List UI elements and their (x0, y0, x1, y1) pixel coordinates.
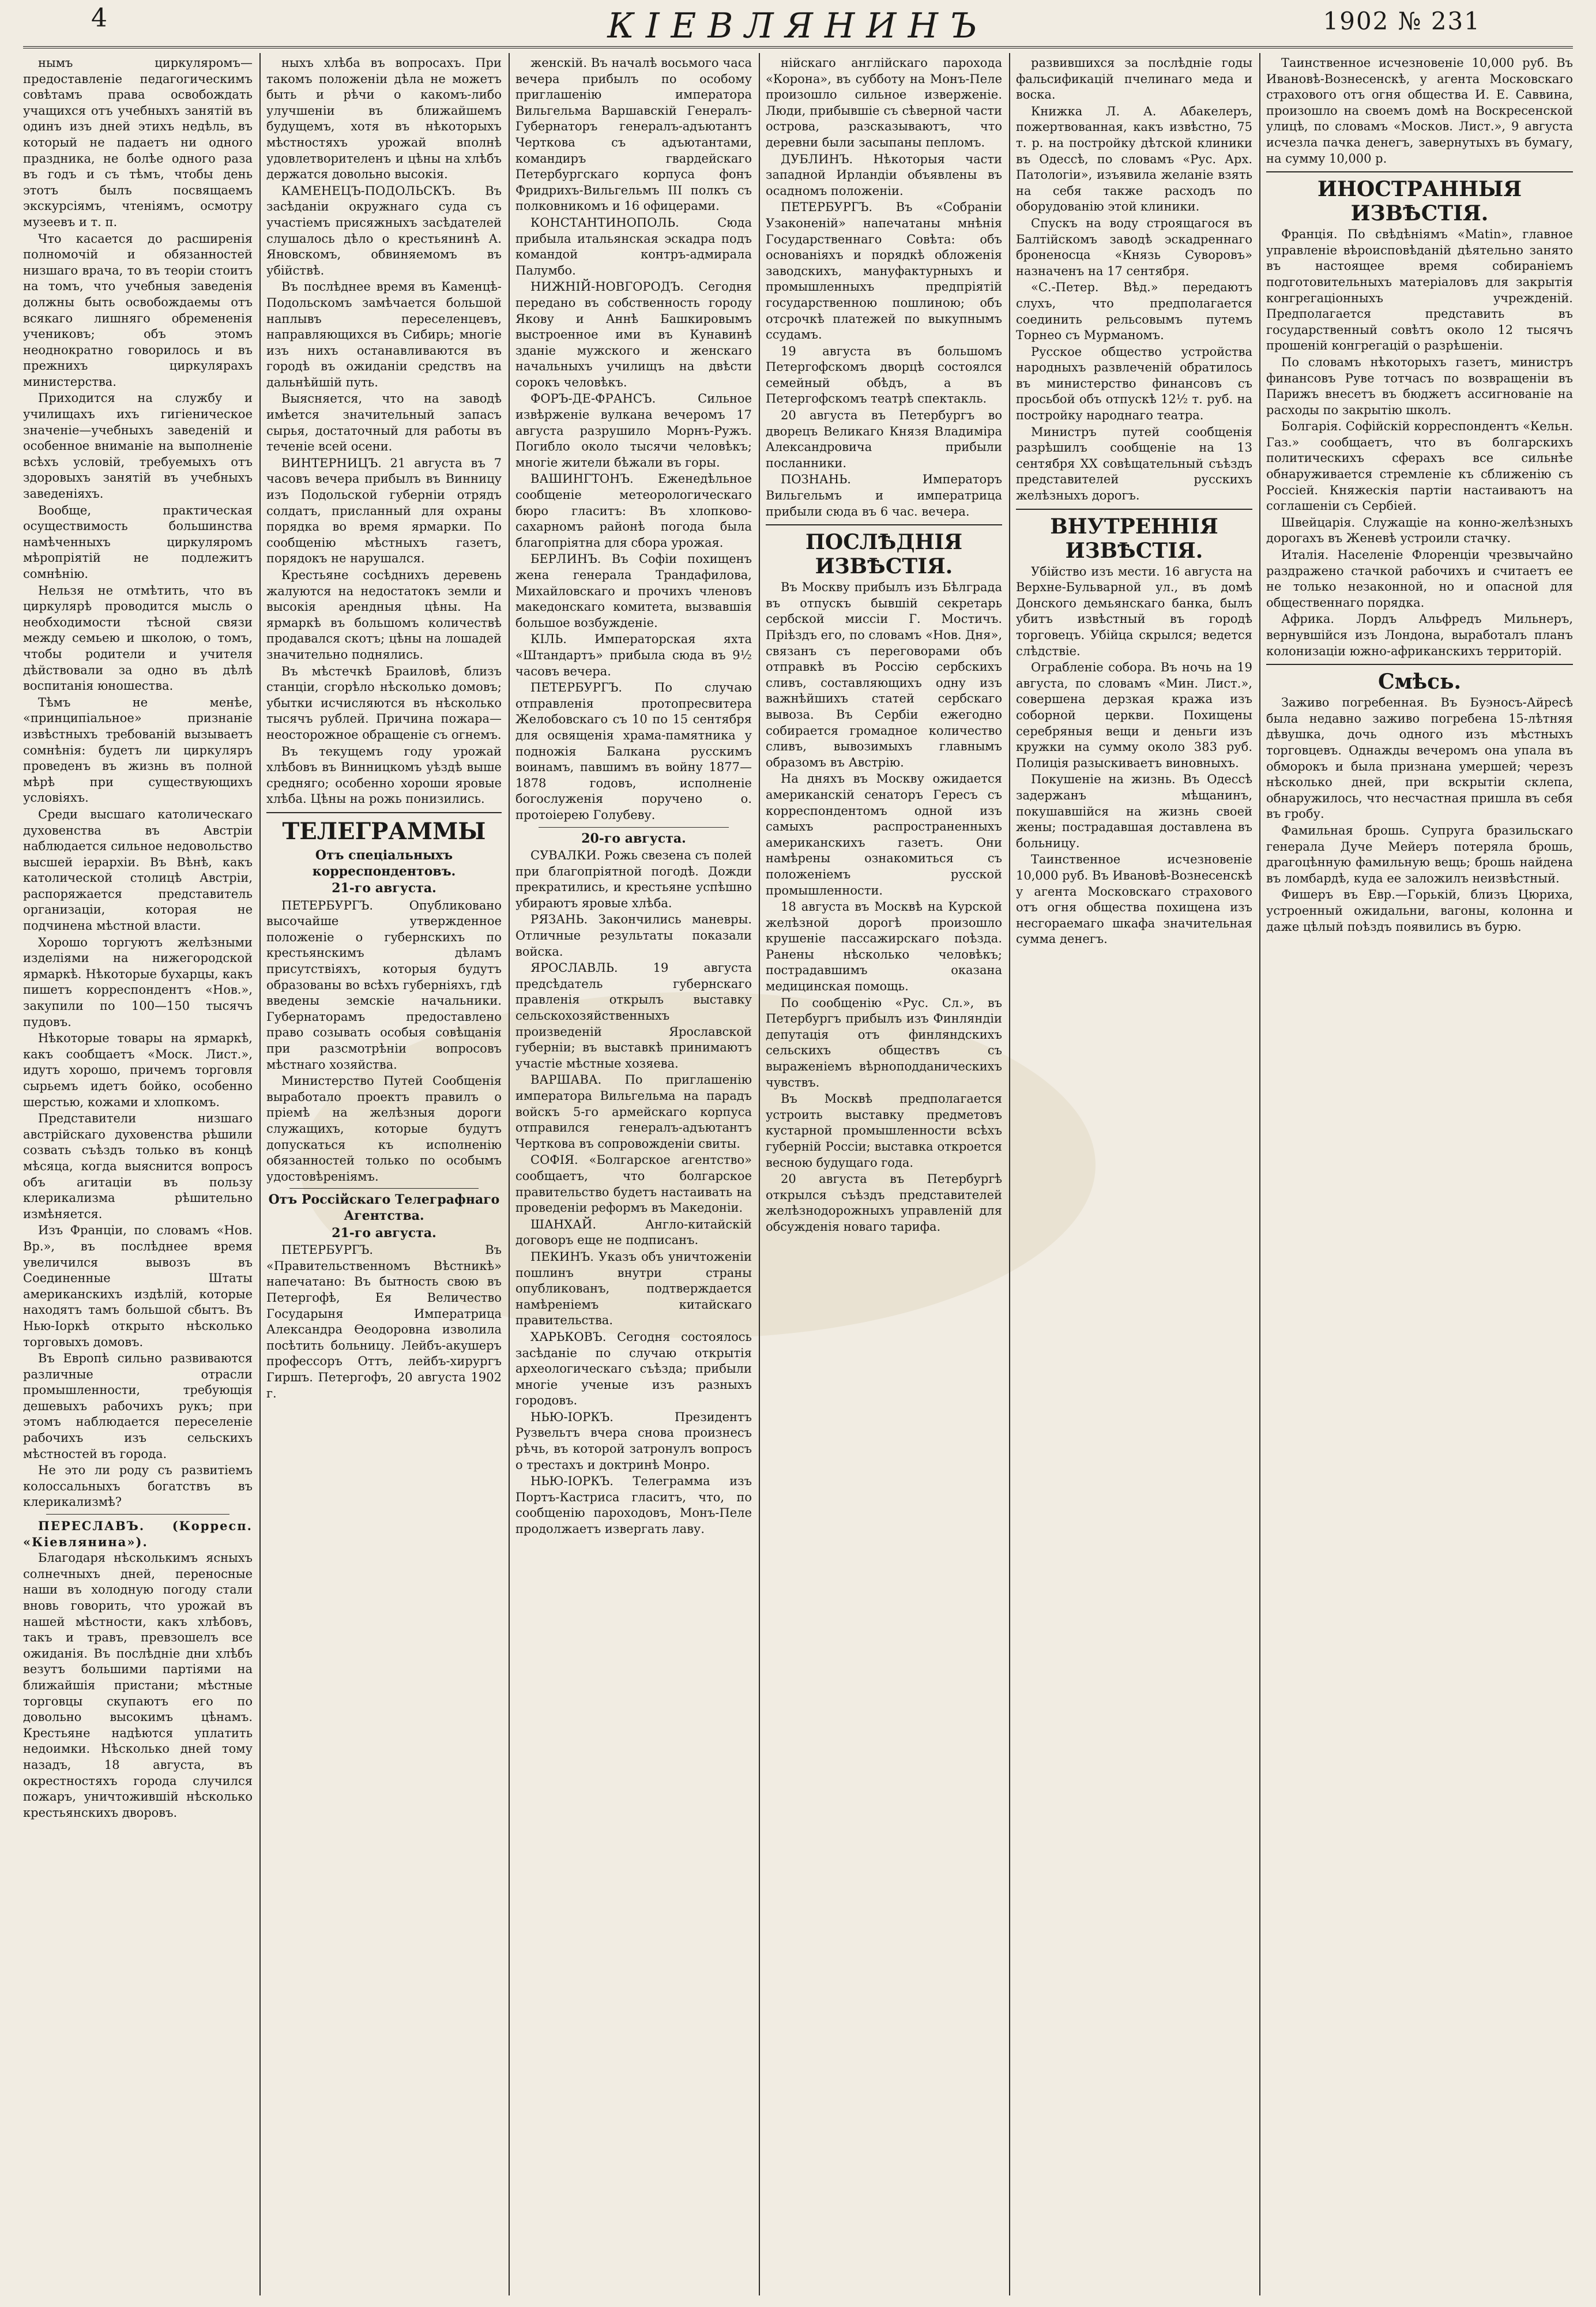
paragraph: КІЛЬ. Императорская яхта «Штандартъ» прибыла сюда въ 9½ часовъ вечера. (515, 632, 752, 678)
paragraph: Таинственное исчезновеніе 10,000 руб. Въ Ивановѣ-Вознесенскѣ у агента Московскаго страхового отъ огня общества похищена изъ несгораемаго шкафа значительная сумма денегъ. (1016, 852, 1252, 946)
paragraph: Фамильная брошь. Супруга бразильскаго генерала Дуче Мейеръ потеряла брошь, драгоцѣнную фамильную вещь; брошь найдена въ ломбардѣ, куда ее заложилъ неизвѣстный. (1266, 823, 1573, 885)
column-separator (759, 53, 760, 2295)
paragraph: Нельзя не отмѣтить, что въ циркулярѣ проводится мысль о необходимости тѣсной связи между семьею и школою, о томъ, чтобы родители и учителя дѣйствовали за одно въ дѣлѣ воспитанія юношества. (23, 583, 253, 693)
paragraph: Не это ли роду съ развитіемъ колоссальныхъ богатствъ въ клерикализмѣ? (23, 1463, 253, 1509)
paragraph: Фишеръ въ Евр.—Горькій, близъ Цюриха, устроенный ожидальни, вагоны, колонна и даже цѣлый поѣздъ появились въ бурю. (1266, 888, 1573, 934)
paragraph: ВАРШАВА. По приглашенію императора Вильгельма на парадъ войскъ 5-го армейскаго корпуса отправился генералъ-адъютантъ Черткова въ сопровожденіи свиты. (515, 1073, 752, 1151)
section-heading: ПЕРЕСЛАВЪ. (Корресп. «Кіевлянина»). (23, 1519, 253, 1549)
paragraph: Представители низшаго австрійскаго духовенства рѣшили созвать съѣздъ только въ концѣ мѣсяца, когда выяснится вопросъ объ агитаціи въ пользу клерикализма рѣшительно измѣняется. (23, 1111, 253, 1221)
paragraph: Книжка Л. А. Абакелеръ, пожертвованная, какъ извѣстно, 75 т. р. на постройку дѣтской клиники въ Одессѣ, по словамъ «Рус. Арх. Патологіи», изъявила желаніе взять на себя также расходъ по оборудованію этой клиники. (1016, 104, 1252, 214)
paragraph: Благодаря нѣсколькимъ ясныхъ солнечныхъ дней, переносные наши въ холодную погоду стали вновь говорить, что урожай въ нашей мѣстности, какъ хлѣбовъ, такъ и травъ, превзошелъ все ожиданія. Въ послѣдніе дни хлѣбъ везутъ большими партіями на ближайшія пристани; мѣстные торговцы скупаютъ его по довольно высокимъ цѣнамъ. Крестьяне надѣются уплатить недоимки. Нѣсколько дней тому назадъ, 18 августа, въ окрестностяхъ города случился пожаръ, уничтожившій нѣсколько крестьянскихъ дворовъ. (23, 1551, 253, 1820)
paragraph: СУВАЛКИ. Рожь свезена съ полей при благопріятной погодѣ. Дожди прекратились, и крестьяне успѣшно убираютъ яровые хлѣба. (515, 848, 752, 910)
paragraph: ШАНХАЙ. Англо-китайскій договоръ еще не подписанъ. (515, 1217, 752, 1248)
paragraph: Въ текущемъ году урожай хлѣбовъ въ Винницкомъ уѣздѣ выше средняго; особенно хороши яровые хлѣба. Цѣны на рожь понизились. (266, 744, 502, 806)
column-separator (509, 53, 510, 2295)
section-divider (266, 812, 502, 813)
miscellany-heading: Смѣсь. (1377, 670, 1462, 694)
paragraph: Вообще, практическая осуществимость большинства намѣченныхъ циркуляромъ мѣропріятій не подлежитъ сомнѣнію. (23, 503, 253, 581)
column-4 (766, 55, 1002, 2295)
paragraph: ЯРОСЛАВЛЬ. 19 августа предсѣдатель губернскаго правленія открылъ выставку сельскохозяйственныхъ произведеній Ярославской губерніи; въ выставкѣ принимаютъ участіе мѣстные хозяева. (515, 961, 752, 1070)
paragraph: ВАШИНГТОНЪ. Еженедѣльное сообщеніе метеорологическаго бюро гласитъ: Въ хлопково-сахарномъ районѣ погода была благопріятна для сбора урожая. (515, 472, 752, 550)
column-5 (1016, 55, 1252, 2295)
paragraph: Покушеніе на жизнь. Въ Одессѣ задержанъ мѣщанинъ, покушавшійся на жизнь своей жены; пострадавшая доставлена въ больницу. (1016, 772, 1252, 850)
section-divider (766, 524, 1002, 525)
paragraph: ХАРЬКОВЪ. Сегодня состоялось засѣданіе по случаю открытія археологическаго съѣзда; прибыли многіе ученые изъ разныхъ городовъ. (515, 1329, 752, 1408)
paragraph: ПЕТЕРБУРГЪ. Въ «Собраніи Узаконеній» напечатаны мнѣнія Государственнаго Совѣта: объ основаніяхъ и порядкѣ обложенія заводскихъ, мануфактурныхъ и промышленныхъ предпріятій государственною пошлиною; объ отсрочкѣ платежей по выкупнымъ ссудамъ. (766, 200, 1002, 342)
paragraph: Нѣкоторые товары на ярмаркѣ, какъ сообщаетъ «Моск. Лист.», идутъ хорошо, причемъ торговля сырьемъ идетъ бойко, особенно шерстью, кожами и хлопкомъ. (23, 1031, 253, 1109)
paragraph: развившихся за послѣдніе годы фальсификацій пчелинаго меда и воска. (1016, 56, 1252, 102)
paragraph: Швейцарія. Служащіе на конно-желѣзныхъ дорогахъ въ Женевѣ устроили стачку. (1266, 515, 1573, 546)
paragraph: ныхъ хлѣба въ вопросахъ. При такомъ положеніи дѣла не можетъ быть и рѣчи о какомъ-либо улучшеніи въ ближайшемъ будущемъ, хотя въ нѣкоторыхъ мѣстностяхъ урожай вполнѣ удовлетворителенъ и цѣны на хлѣбъ держатся довольно высокія. (266, 56, 502, 182)
column-3 (515, 55, 752, 2295)
paragraph: «С.-Петер. Вѣд.» передаютъ слухъ, что предполагается соединить рельсовымъ путемъ Торнео съ Мурманомъ. (1016, 280, 1252, 343)
paragraph: Крестьяне сосѣднихъ деревень жалуются на недостатокъ земли и высокія арендныя цѣны. На ярмаркѣ въ большомъ количествѣ продавался скотъ; цѣны на лошадей значительно поднялись. (266, 568, 502, 662)
paragraph: КОНСТАНТИНОПОЛЬ. Сюда прибыла итальянская эскадра подъ командой контръ-адмирала Палумбо. (515, 215, 752, 277)
paragraph: Таинственное исчезновеніе 10,000 руб. Въ Ивановѣ-Вознесенскѣ, у агента Московскаго страхового отъ огня общества И. Е. Саввина, произошло на своемъ домѣ на Воскресенской улицѣ, по словамъ «Москов. Лист.», 9 августа исчезла пачка денегъ, завернутыхъ въ бумагу, на сумму 10,000 р. (1266, 56, 1573, 166)
column-separator (1009, 53, 1010, 2295)
paragraph: ПЕТЕРБУРГЪ. По случаю отправленія протопресвитера Желобовскаго съ 10 по 15 сентября для освященія храма-памятника у подножія Балкана русскимъ воинамъ, павшимъ въ войну 1877—1878 годовъ, исполненіе богослуженія поручено о. протоіерею Голубеву. (515, 681, 752, 822)
date-heading: 20-го августа. (581, 831, 686, 846)
column-1 (23, 55, 253, 2295)
paragraph: Спускъ на воду строящагося въ Балтійскомъ заводѣ эскадреннаго броненосца «Князь Суворовъ» назначенъ на 17 сентября. (1016, 216, 1252, 278)
paragraph: Въ Европѣ сильно развиваются различные отрасли промышленности, требующія дешевыхъ рабочихъ рукъ; при этомъ наблюдается переселеніе рабочихъ изъ сельскихъ мѣстностей въ города. (23, 1351, 253, 1461)
latest-news-heading: ПОСЛѢДНІЯ ИЗВѢСТІЯ. (805, 530, 963, 579)
paragraph: Выясняется, что на заводѣ имѣется значительный запасъ сырья, достаточный для работы въ теченіе всей осени. (266, 392, 502, 454)
paragraph: РЯЗАНЬ. Закончились маневры. Отличные результаты показали войска. (515, 912, 752, 959)
paragraph: Русское общество устройства народныхъ развлеченій обратилось въ министерство финансовъ съ просьбой объ отпускѣ 12½ т. руб. на постройку народнаго театра. (1016, 344, 1252, 423)
paragraph: Среди высшаго католическаго духовенства въ Австріи наблюдается сильное недовольство высшей іерархіи. Въ Вѣнѣ, какъ католической столицѣ Австріи, распоряжается представитель организаціи, которая не подчинена мѣстной власти. (23, 807, 253, 933)
paragraph: Италія. Населеніе Флоренціи чрезвычайно раздражено стачкой рабочихъ и считаетъ ее не только незаконной, но и опасной для общественнаго порядка. (1266, 548, 1573, 610)
internal-news-heading: ВНУТРЕННІЯ ИЗВѢСТІЯ. (1050, 514, 1218, 563)
paragraph: женскій. Въ началѣ восьмого часа вечера прибылъ по особому приглашенію императора Вильгельма Варшавскій Генералъ-Губернаторъ генералъ-адъютантъ Черткова съ адъютантами, командиръ гвардейскаго Петербургскаго корпуса фонъ Фридрихъ-Вильгельмъ III полкъ съ полковникомъ и 16 офицерами. (515, 56, 752, 213)
paragraph: Въ Москвѣ предполагается устроить выставку предметовъ кустарной промышленности всѣхъ губерній Россіи; выставка откроется весною будущаго года. (766, 1092, 1002, 1170)
paragraph: НЬЮ-ІОРКЪ. Президентъ Рузвельтъ вчера снова произнесъ рѣчь, въ которой затронулъ вопросъ о трестахъ и доктринѣ Монро. (515, 1410, 752, 1472)
paragraph: Министерство Путей Сообщенія выработало проектъ правилъ о пріемѣ на желѣзныя дороги служащихъ, которые будутъ допускаться къ исполненію обязанностей только по особымъ удостовѣреніямъ. (266, 1074, 502, 1183)
paragraph: ПЕТЕРБУРГЪ. Въ «Правительственномъ Вѣстникѣ» напечатано: Въ бытность свою въ Петергофѣ, Ея Величество Государыня Императрица Александра Ѳеодоровна изволила посѣтить больницу. Лейбъ-акушеръ профессоръ Оттъ, лейбъ-хирургъ Гиршъ. Петергофъ, 20 августа 1902 г. (266, 1243, 502, 1400)
paragraph: Болгарія. Софійскій корреспондентъ «Кельн. Газ.» сообщаетъ, что въ болгарскихъ политическихъ сферахъ все сильнѣе обнаруживается стремленіе къ сближенію съ Россіей. Княжескія партіи настаиваютъ на соглашеніи съ Сербіей. (1266, 419, 1573, 513)
page-number: 4 (91, 3, 107, 33)
column-2 (266, 55, 502, 2295)
telegrams-date: 21-го августа. (332, 881, 436, 896)
paragraph: По словамъ нѣкоторыхъ газетъ, министръ финансовъ Руве тотчасъ по возвращеніи въ Парижъ внесетъ въ бюджетъ ассигнованіе на расходы по закрытію школъ. (1266, 355, 1573, 417)
paragraph: По сообщенію «Рус. Сл.», въ Петербургъ прибылъ изъ Финляндіи депутація отъ финляндскихъ сельскихъ обществъ съ выраженіемъ вѣрноподданическихъ чувствъ. (766, 995, 1002, 1089)
paragraph: Въ Москву прибылъ изъ Бѣлграда въ отпускъ бывшій секретарь сербской миссіи Г. Мостичъ. Пріѣздъ его, по словамъ «Нов. Дня», связанъ съ переговорами объ отправкѣ въ Россію сербскихъ сливъ, составляющихъ одну изъ важнѣйшихъ статей сербскаго вывоза. Въ Сербіи ежегодно собирается громадное количество сливъ, вывозимыхъ главнымъ образомъ въ Австрію. (766, 580, 1002, 769)
paragraph: НЬЮ-ІОРКЪ. Телеграмма изъ Портъ-Кастриса гласитъ, что, по сообщенію пароходовъ, Монъ-Пеле продолжаетъ извергать лаву. (515, 1474, 752, 1536)
section-divider (539, 827, 729, 828)
paragraph: Африка. Лордъ Альфредъ Мильнеръ, вернувшійся изъ Лондона, выработалъ планъ колонизаціи южно-африканскихъ территорій. (1266, 612, 1573, 658)
paragraph: Въ мѣстечкѣ Браиловѣ, близъ станціи, сгорѣло нѣсколько домовъ; убытки исчисляются въ нѣсколько тысячъ рублей. Причина пожара—неосторожное обращеніе съ огнемъ. (266, 664, 502, 742)
section-divider (1016, 509, 1252, 510)
masthead-rule (23, 46, 1573, 48)
paragraph: Приходится на службу и училищахъ ихъ гигіеническое значеніе—учебныхъ заведеній и особенное вниманіе на выполненіе всѣхъ условій, требуемыхъ отъ здоровыхъ занятій въ учебныхъ заведеніяхъ. (23, 391, 253, 501)
column-6 (1266, 55, 1573, 2295)
section-divider (46, 1514, 229, 1515)
paragraph: ПЕКИНЪ. Указъ объ уничтоженіи пошлинъ внутри страны опубликованъ, подтверждается намѣреніемъ китайскаго правительства. (515, 1249, 752, 1328)
section-divider (1266, 664, 1573, 665)
agency-heading: Отъ Россійскаго Телеграфнаго Агентства. (268, 1192, 500, 1223)
paragraph: Тѣмъ не менѣе, «принципіальное» признаніе извѣстныхъ требованій вызываетъ сомнѣнія: будетъ ли циркуляръ проведенъ въ жизнь въ полной мѣрѣ при существующихъ условіяхъ. (23, 695, 253, 805)
agency-date: 21-го августа. (332, 1225, 436, 1241)
paragraph: Франція. По свѣдѣніямъ «Matin», главное управленіе вѣроисповѣданій дѣятельно занято въ настоящее время собираніемъ подготовительныхъ матеріаловъ для закрытія конгрегаціонныхъ учрежденій. Предполагается представить въ государственный совѣтъ около 12 тысячъ прошеній конгрегацій о разрѣшеніи. (1266, 227, 1573, 353)
paragraph: ДУБЛИНЪ. Нѣкоторыя части западной Ирландіи объявлены въ осадномъ положеніи. (766, 152, 1002, 198)
paragraph: Заживо погребенная. Въ Буэносъ-Айресѣ была недавно заживо погребена 15-лѣтняя дѣвушка, дочь одного изъ мѣстныхъ торговцевъ. Однажды вечеромъ она упала въ обморокъ и была признана умершей; черезъ нѣсколько дней, при вскрытіи склепа, обнаружилось, что несчастная пришла въ себя въ гробу. (1266, 696, 1573, 821)
paragraph: ВИНТЕРНИЦЪ. 21 августа въ 7 часовъ вечера прибылъ въ Винницу изъ Подольской губерніи отрядъ солдатъ, присланный для охраны порядка во время ярмарки. По сообщенію мѣстныхъ газетъ, порядокъ не нарушался. (266, 456, 502, 566)
paragraph: 20 августа въ Петербургъ во дворецъ Великаго Князя Владиміра Александровича прибыли посланники. (766, 408, 1002, 470)
paragraph: Что касается до расширенія полномочій и обязанностей низшаго врача, то въ теоріи стоитъ на томъ, что учебныя заведенія должны быть освобождаемы отъ всякаго лишняго обремененія учениковъ; объ этомъ неоднократно говорилось и въ прежнихъ циркулярахъ министерства. (23, 231, 253, 389)
foreign-news-heading: ИНОСТРАННЫЯ ИЗВѢСТІЯ. (1317, 177, 1522, 226)
paragraph: КАМЕНЕЦЪ-ПОДОЛЬСКЪ. Въ засѣданіи окружнаго суда съ участіемъ присяжныхъ засѣдателей слушалось дѣло о крестьянинѣ А. Яновскомъ, обвиняемомъ въ убійствѣ. (266, 183, 502, 277)
paragraph: Убійство изъ мести. 16 августа на Верхне-Бульварной ул., въ домѣ Донского демьянскаго банка, былъ убитъ извѣстный въ городѣ торговецъ. Убійца скрылся; ведется слѣдствіе. (1016, 564, 1252, 658)
paragraph: Хорошо торгуютъ желѣзными изделіями на нижегородской ярмаркѣ. Нѣкоторые бухарцы, какъ пишетъ корреспондентъ «Нов.», закупили по 100—150 тысячъ пудовъ. (23, 935, 253, 1029)
paragraph: На дняхъ въ Москву ожидается американскій сенаторъ Гересъ съ корреспондентомъ одной изъ самыхъ распространенныхъ американскихъ газетъ. Они намѣрены ознакомиться съ положеніемъ русской промышленности. (766, 772, 1002, 897)
paragraph: Министръ путей сообщенія разрѣшилъ сообщеніе на 13 сентября XX совѣщательный съѣздъ представителей русскихъ желѣзныхъ дорогъ. (1016, 424, 1252, 503)
paragraph: ПЕТЕРБУРГЪ. Опубликовано высочайше утвержденное положеніе о губернскихъ по крестьянскимъ дѣламъ присутствіяхъ, которыя будутъ образованы во всѣхъ губерніяхъ, гдѣ введены земскіе начальники. Губернаторамъ предоставлено право созывать особыя совѣщанія при разсмотрѣніи вопросовъ мѣстнаго хозяйства. (266, 898, 502, 1072)
newspaper-title: КІЕВЛЯНИНЪ (607, 6, 989, 46)
section-divider (1266, 171, 1573, 172)
paragraph: 19 августа въ большомъ Петергофскомъ дворцѣ состоялся семейный обѣдъ, а въ Петергофскомъ театрѣ спектакль. (766, 344, 1002, 406)
section-divider (289, 1188, 479, 1189)
paragraph: НИЖНІЙ-НОВГОРОДЪ. Сегодня передано въ собственность городу Якову и Аннѣ Башкировымъ выстроенное ими въ Кунавинѣ зданіе мужского и женскаго начальныхъ училищъ на двѣсти сорокъ человѣкъ. (515, 280, 752, 389)
paragraph: нійскаго англійскаго парохода «Корона», въ субботу на Монъ-Пеле произошло сильное изверженіе. Люди, прибывшіе съ сѣверной части острова, разсказываютъ, что деревни были засыпаны пепломъ. (766, 56, 1002, 149)
telegrams-subheading: Отъ спеціальныхъ корреспондентовъ. (312, 847, 456, 879)
paragraph: СОФІЯ. «Болгарское агентство» сообщаетъ, что болгарское правительство будетъ настаивать на проведеніи реформъ въ Македоніи. (515, 1153, 752, 1215)
paragraph: нымъ циркуляромъ—предоставленіе педагогическимъ совѣтамъ права освобождать учащихся отъ учебныхъ занятій въ одинъ изъ дней этихъ недѣль, въ который не падаетъ ни одного праздника, не болѣе одного раза въ годъ и съ тѣмъ, чтобы день этотъ былъ посвящаемъ экскурсіямъ, чтеніямъ, осмотру музеевъ и т. п. (23, 56, 253, 229)
paragraph: 20 августа въ Петербургѣ открылся съѣздъ представителей желѣзнодорожныхъ управленій для обсужденія новаго тарифа. (766, 1172, 1002, 1234)
issue-number: 1902 № 231 (1323, 7, 1481, 35)
paragraph: Въ послѣднее время въ Каменцѣ-Подольскомъ замѣчается большой наплывъ переселенцевъ, направляющихся въ Сибирь; многіе изъ нихъ останавливаются въ городѣ въ ожиданіи средствъ на дальнѣйшій путь. (266, 280, 502, 389)
paragraph: ФОРЪ-ДЕ-ФРАНСЪ. Сильное извѣрженіе вулкана вечеромъ 17 августа разрушило Морнъ-Ружъ. Погибло около тысячи человѣкъ; многіе жители бѣжали въ горы. (515, 392, 752, 469)
paragraph: 18 августа въ Москвѣ на Курской желѣзной дорогѣ произошло крушеніе пассажирскаго поѣзда. Ранены нѣсколько человѣкъ; пострадавшимъ оказана медицинская помощь. (766, 900, 1002, 994)
paragraph: Ограбленіе собора. Въ ночь на 19 августа, по словамъ «Мин. Лист.», совершена дерзкая кража изъ соборной церкви. Похищены серебряныя вещи и деньги изъ кружки на сумму около 383 руб. Полиція разыскиваетъ виновныхъ. (1016, 660, 1252, 770)
masthead (23, 0, 1573, 45)
paragraph: Изъ Францiи, по словамъ «Нов. Вр.», въ послѣднее время увеличился вывозъ въ Соединенные Штаты американскихъ издѣлій, которые находятъ тамъ большой сбытъ. Въ Нью-Іоркѣ открыто нѣсколько торговыхъ домовъ. (23, 1223, 253, 1349)
column-separator (1259, 53, 1260, 2295)
column-separator (259, 53, 261, 2295)
paragraph: ПОЗНАНЬ. Императоръ Вильгельмъ и императрица прибыли сюда въ 6 час. вечера. (766, 472, 1002, 518)
paragraph: БЕРЛИНЪ. Въ Софіи похищенъ жена генерала Трандафилова, Михайловскаго и прочихъ членовъ македонскаго комитета, вызвавшія большое возбужденіе. (515, 552, 752, 630)
telegrams-heading: ТЕЛЕГРАММЫ (282, 817, 486, 845)
